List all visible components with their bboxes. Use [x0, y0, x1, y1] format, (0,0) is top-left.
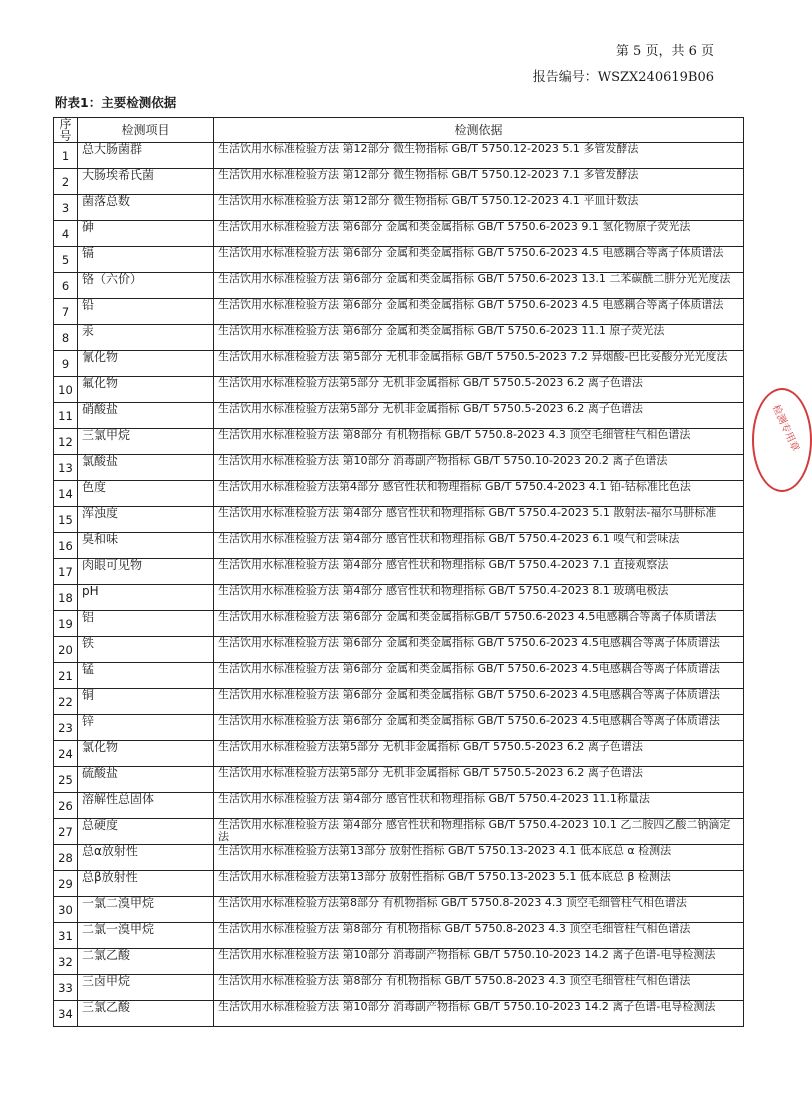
row-number: 25	[54, 767, 78, 793]
test-basis: 生活饮用水标准检验方法 第4部分 感官性状和物理指标 GB/T 5750.4-2023 8.1 玻璃电极法	[214, 585, 744, 611]
test-basis: 生活饮用水标准检验方法 第12部分 微生物指标 GB/T 5750.12-2023 5.1 多管发酵法	[214, 143, 744, 169]
table-row	[54, 767, 744, 793]
row-number: 15	[54, 507, 78, 533]
row-number: 33	[54, 975, 78, 1001]
test-item: 肉眼可见物	[78, 559, 214, 585]
test-basis: 生活饮用水标准检验方法 第8部分 有机物指标 GB/T 5750.8-2023 4.3 顶空毛细管柱气相色谱法	[214, 923, 744, 949]
test-item: 氰化物	[78, 351, 214, 377]
row-number: 18	[54, 585, 78, 611]
table-row	[54, 533, 744, 559]
table-row	[54, 247, 744, 273]
test-item: pH	[78, 585, 214, 611]
test-item: 汞	[78, 325, 214, 351]
test-basis: 生活饮用水标准检验方法 第6部分 金属和类金属指标 GB/T 5750.6-2023 4.5电感耦合等离子体质谱法	[214, 637, 744, 663]
test-basis: 生活饮用水标准检验方法第5部分 无机非金属指标 GB/T 5750.5-2023 6.2 离子色谱法	[214, 377, 744, 403]
row-number: 28	[54, 845, 78, 871]
test-basis: 生活饮用水标准检验方法 第4部分 感官性状和物理指标 GB/T 5750.4-2023 5.1 散射法-福尔马肼标准	[214, 507, 744, 533]
test-item: 色度	[78, 481, 214, 507]
test-basis: 生活饮用水标准检验方法 第6部分 金属和类金属指标 GB/T 5750.6-2023 4.5电感耦合等离子体质谱法	[214, 689, 744, 715]
row-number: 14	[54, 481, 78, 507]
row-number: 13	[54, 455, 78, 481]
test-item: 铅	[78, 299, 214, 325]
test-item: 铜	[78, 689, 214, 715]
test-basis: 生活饮用水标准检验方法 第4部分 感官性状和物理指标 GB/T 5750.4-2023 7.1 直接观察法	[214, 559, 744, 585]
table-row	[54, 975, 744, 1001]
row-number: 8	[54, 325, 78, 351]
test-basis: 生活饮用水标准检验方法 第6部分 金属和类金属指标 GB/T 5750.6-2023 4.5 电感耦合等离子体质谱法	[214, 299, 744, 325]
test-basis: 生活饮用水标准检验方法 第10部分 消毒副产物指标 GB/T 5750.10-2023 14.2 离子色谱-电导检测法	[214, 949, 744, 975]
table-row	[54, 715, 744, 741]
table-row	[54, 559, 744, 585]
test-basis: 生活饮用水标准检验方法 第4部分 感官性状和物理指标 GB/T 5750.4-2023 11.1称量法	[214, 793, 744, 819]
test-basis-table	[53, 117, 744, 1027]
table-row	[54, 611, 744, 637]
table-row	[54, 897, 744, 923]
row-number: 9	[54, 351, 78, 377]
test-item: 溶解性总固体	[78, 793, 214, 819]
row-number: 31	[54, 923, 78, 949]
row-number: 5	[54, 247, 78, 273]
test-basis: 生活饮用水标准检验方法 第12部分 微生物指标 GB/T 5750.12-2023 7.1 多管发酵法	[214, 169, 744, 195]
table-row	[54, 741, 744, 767]
test-basis: 生活饮用水标准检验方法 第4部分 感官性状和物理指标 GB/T 5750.4-2023 6.1 嗅气和尝味法	[214, 533, 744, 559]
table-row	[54, 455, 744, 481]
test-item: 一氯二溴甲烷	[78, 897, 214, 923]
table-row	[54, 429, 744, 455]
row-number: 20	[54, 637, 78, 663]
table-row	[54, 195, 744, 221]
table-row	[54, 351, 744, 377]
inspection-seal: 检测专用章	[752, 388, 812, 492]
row-number: 29	[54, 871, 78, 897]
test-item: 菌落总数	[78, 195, 214, 221]
test-item: 硝酸盐	[78, 403, 214, 429]
test-item: 砷	[78, 221, 214, 247]
row-number: 6	[54, 273, 78, 299]
row-number: 24	[54, 741, 78, 767]
test-item: 氯酸盐	[78, 455, 214, 481]
test-basis: 生活饮用水标准检验方法 第6部分 金属和类金属指标 GB/T 5750.6-2023 13.1 二苯碳酰二肼分光光度法	[214, 273, 744, 299]
table-title: 附表1：主要检测依据	[55, 95, 177, 110]
test-item: 铝	[78, 611, 214, 637]
row-number: 1	[54, 143, 78, 169]
table-row	[54, 325, 744, 351]
row-number: 7	[54, 299, 78, 325]
table-row	[54, 377, 744, 403]
row-number: 3	[54, 195, 78, 221]
test-item: 铬（六价）	[78, 273, 214, 299]
test-basis: 生活饮用水标准检验方法 第6部分 金属和类金属指标 GB/T 5750.6-2023 4.5 电感耦合等离子体质谱法	[214, 247, 744, 273]
test-item: 三卤甲烷	[78, 975, 214, 1001]
table-row	[54, 403, 744, 429]
table-row	[54, 481, 744, 507]
table-row	[54, 507, 744, 533]
test-item: 二氯乙酸	[78, 949, 214, 975]
table-row	[54, 871, 744, 897]
table-row	[54, 819, 744, 845]
table-row	[54, 923, 744, 949]
test-basis: 生活饮用水标准检验方法 第10部分 消毒副产物指标 GB/T 5750.10-2023 20.2 离子色谱法	[214, 455, 744, 481]
test-item: 总硬度	[78, 819, 214, 845]
test-item: 氟化物	[78, 377, 214, 403]
table-row	[54, 221, 744, 247]
row-number: 32	[54, 949, 78, 975]
test-basis: 生活饮用水标准检验方法 第6部分 金属和类金属指标 GB/T 5750.6-2023 4.5电感耦合等离子体质谱法	[214, 663, 744, 689]
test-basis: 生活饮用水标准检验方法 第8部分 有机物指标 GB/T 5750.8-2023 4.3 顶空毛细管柱气相色谱法	[214, 429, 744, 455]
test-basis: 生活饮用水标准检验方法第13部分 放射性指标 GB/T 5750.13-2023 4.1 低本底总 α 检测法	[214, 845, 744, 871]
table-row	[54, 299, 744, 325]
test-basis: 生活饮用水标准检验方法 第8部分 有机物指标 GB/T 5750.8-2023 4.3 顶空毛细管柱气相色谱法	[214, 975, 744, 1001]
page-number: 第 5 页，共 6 页	[615, 44, 714, 59]
table-row	[54, 169, 744, 195]
table-row	[54, 663, 744, 689]
table-row	[54, 845, 744, 871]
row-number: 34	[54, 1001, 78, 1027]
test-item: 氯化物	[78, 741, 214, 767]
column-header-basis: 检测依据	[214, 118, 744, 143]
table-row	[54, 273, 744, 299]
row-number: 17	[54, 559, 78, 585]
table-row	[54, 143, 744, 169]
table-row	[54, 637, 744, 663]
test-basis: 生活饮用水标准检验方法 第5部分 无机非金属指标 GB/T 5750.5-2023 7.2 异烟酸-巴比妥酸分光光度法	[214, 351, 744, 377]
test-item: 三氯乙酸	[78, 1001, 214, 1027]
test-basis: 生活饮用水标准检验方法第5部分 无机非金属指标 GB/T 5750.5-2023 6.2 离子色谱法	[214, 403, 744, 429]
test-basis: 生活饮用水标准检验方法 第6部分 金属和类金属指标GB/T 5750.6-2023 4.5电感耦合等离子体质谱法	[214, 611, 744, 637]
row-number: 19	[54, 611, 78, 637]
test-item: 镉	[78, 247, 214, 273]
test-basis: 生活饮用水标准检验方法第8部分 有机物指标 GB/T 5750.8-2023 4.3 顶空毛细管柱气相色谱法	[214, 897, 744, 923]
row-number: 23	[54, 715, 78, 741]
row-number: 4	[54, 221, 78, 247]
row-number: 2	[54, 169, 78, 195]
row-number: 27	[54, 819, 78, 845]
test-item: 浑浊度	[78, 507, 214, 533]
row-number: 11	[54, 403, 78, 429]
test-item: 总α放射性	[78, 845, 214, 871]
test-item: 三氯甲烷	[78, 429, 214, 455]
test-item: 臭和味	[78, 533, 214, 559]
test-basis: 生活饮用水标准检验方法第13部分 放射性指标 GB/T 5750.13-2023 5.1 低本底总 β 检测法	[214, 871, 744, 897]
test-item: 铁	[78, 637, 214, 663]
row-number: 12	[54, 429, 78, 455]
test-basis: 生活饮用水标准检验方法第4部分 感官性状和物理指标 GB/T 5750.4-2023 4.1 铂-钴标准比色法	[214, 481, 744, 507]
column-header-no: 序号	[54, 118, 78, 143]
column-header-item: 检测项目	[78, 118, 214, 143]
row-number: 16	[54, 533, 78, 559]
test-item: 总大肠菌群	[78, 143, 214, 169]
row-number: 26	[54, 793, 78, 819]
table-row	[54, 1001, 744, 1027]
test-basis: 生活饮用水标准检验方法 第6部分 金属和类金属指标 GB/T 5750.6-2023 11.1 原子荧光法	[214, 325, 744, 351]
table-row	[54, 793, 744, 819]
test-item: 总β放射性	[78, 871, 214, 897]
test-item: 大肠埃希氏菌	[78, 169, 214, 195]
test-item: 二氯一溴甲烷	[78, 923, 214, 949]
row-number: 10	[54, 377, 78, 403]
test-basis: 生活饮用水标准检验方法 第6部分 金属和类金属指标 GB/T 5750.6-2023 4.5电感耦合等离子体质谱法	[214, 715, 744, 741]
test-basis: 生活饮用水标准检验方法 第6部分 金属和类金属指标 GB/T 5750.6-2023 9.1 氢化物原子荧光法	[214, 221, 744, 247]
test-basis: 生活饮用水标准检验方法第5部分 无机非金属指标 GB/T 5750.5-2023 6.2 离子色谱法	[214, 767, 744, 793]
test-basis: 生活饮用水标准检验方法第5部分 无机非金属指标 GB/T 5750.5-2023 6.2 离子色谱法	[214, 741, 744, 767]
test-item: 锌	[78, 715, 214, 741]
table-row	[54, 585, 744, 611]
row-number: 30	[54, 897, 78, 923]
report-number: 报告编号：WSZX240619B06	[532, 70, 714, 85]
row-number: 21	[54, 663, 78, 689]
test-basis: 生活饮用水标准检验方法 第10部分 消毒副产物指标 GB/T 5750.10-2023 14.2 离子色谱-电导检测法	[214, 1001, 744, 1027]
table-row	[54, 949, 744, 975]
table-row	[54, 689, 744, 715]
test-item: 锰	[78, 663, 214, 689]
test-basis: 生活饮用水标准检验方法 第4部分 感官性状和物理指标 GB/T 5750.4-2023 10.1 乙二胺四乙酸二钠滴定法	[214, 819, 744, 845]
test-item: 硫酸盐	[78, 767, 214, 793]
test-basis: 生活饮用水标准检验方法 第12部分 微生物指标 GB/T 5750.12-2023 4.1 平皿计数法	[214, 195, 744, 221]
table-header-row	[54, 118, 744, 143]
row-number: 22	[54, 689, 78, 715]
